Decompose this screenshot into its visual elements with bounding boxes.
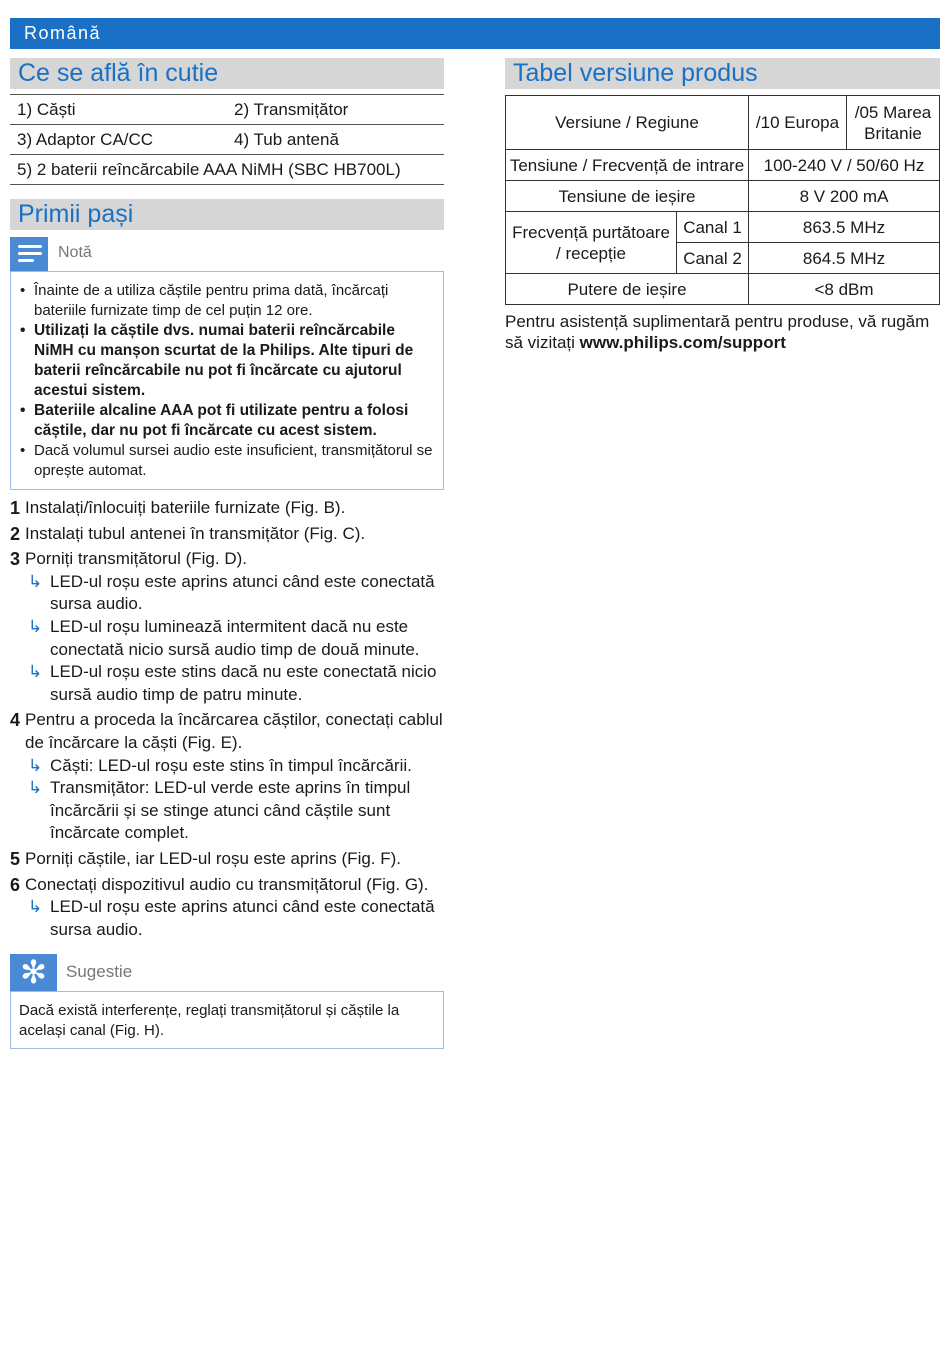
step-result xyxy=(10,661,450,706)
return-arrow-icon: ↳ xyxy=(28,662,43,682)
step-text: Pentru a proceda la încărcarea căștilor, conectați cablul de încărcare la căști (Fig. E). xyxy=(25,710,443,752)
version-table xyxy=(505,95,940,305)
step-text: Instalați/înlocuiți bateriile furnizate (Fig. B). xyxy=(25,498,346,517)
note-label: Notă xyxy=(58,244,92,261)
steps-list xyxy=(10,494,450,941)
table-cell: 864.5 MHz xyxy=(749,243,940,274)
tip-label: Sugestie xyxy=(66,962,133,981)
note-box xyxy=(10,271,444,490)
table-cell: /05 Marea Britanie xyxy=(847,96,940,150)
step-number: 6 xyxy=(10,874,21,895)
step-result xyxy=(10,616,450,661)
table-cell: 863.5 MHz xyxy=(749,212,940,243)
return-arrow-icon: ↳ xyxy=(28,616,43,636)
table-cell: 5) 2 baterii reîncărcabile AAA NiMH (SBC HB700L) xyxy=(10,155,444,185)
return-arrow-icon: ↳ xyxy=(28,755,43,775)
table-cell: 4) Tub antenă xyxy=(227,125,444,155)
first-steps-heading: Primii pași xyxy=(10,199,444,230)
step-text: Porniți căștile, iar LED-ul roșu este aprins (Fig. F). xyxy=(25,848,402,868)
table-row xyxy=(10,95,444,125)
table-row xyxy=(506,150,940,181)
table-row xyxy=(506,96,940,150)
step-result-text: LED-ul roșu este stins dacă nu este conectată nicio sursă audio timp de patru minute. xyxy=(50,662,437,704)
box-contents-heading: Ce se află în cutie xyxy=(10,58,444,89)
table-cell: Tensiune de ieșire xyxy=(506,181,749,212)
step-result-text: Transmițător: LED-ul verde este aprins în timpul încărcării și se stinge atunci când căștile sunt încărcate complet. xyxy=(50,778,411,843)
notes-list xyxy=(19,281,435,481)
table-cell: 2) Transmițător xyxy=(227,95,444,125)
support-link[interactable]: www.philips.com/support xyxy=(579,333,786,352)
table-row xyxy=(10,125,444,155)
step-result-text: LED-ul roșu este aprins atunci când este conectată sursa audio. xyxy=(50,897,435,939)
return-arrow-icon: ↳ xyxy=(28,571,43,591)
language-bar: Română xyxy=(10,18,940,49)
table-cell: Canal 1 xyxy=(677,212,749,243)
table-cell: Frecvență purtătoare / recepție xyxy=(506,212,677,274)
tip-header xyxy=(10,954,444,991)
return-arrow-icon: ↳ xyxy=(28,778,43,798)
version-table-heading: Tabel versiune produs xyxy=(505,58,940,89)
step-result-text: Căști: LED-ul roșu este stins în timpul încărcării. xyxy=(50,755,412,775)
support-sentence: Pentru asistență suplimentară pentru produse, vă rugăm să vizitați xyxy=(505,312,930,352)
step-item xyxy=(10,523,450,546)
table-row xyxy=(506,274,940,305)
note-header xyxy=(10,237,444,271)
note-item: • Dacă volumul sursei audio este insuficient, transmițătorul se oprește automat. xyxy=(19,441,435,481)
table-row xyxy=(506,181,940,212)
step-item xyxy=(10,848,450,871)
asterisk-icon: ✻ xyxy=(10,954,57,991)
box-contents-table xyxy=(10,94,444,185)
return-arrow-icon: ↳ xyxy=(28,897,43,917)
step-number: 2 xyxy=(10,523,21,544)
table-cell: 100-240 V / 50/60 Hz xyxy=(749,150,940,181)
table-cell: /10 Europa xyxy=(749,96,847,150)
support-text xyxy=(505,311,940,353)
table-cell: Versiune / Regiune xyxy=(506,96,749,150)
note-item: • Utilizați la căștile dvs. numai baterii reîncărcabile NiMH cu manșon scurtat de la Philips. Alte tipuri de baterii reîncărcabile nu pot fi încărcate cu ajutorul acestui sistem. xyxy=(19,321,435,401)
step-number: 1 xyxy=(10,498,21,518)
table-row xyxy=(10,155,444,185)
step-number: 4 xyxy=(10,710,21,731)
step-item xyxy=(10,709,450,754)
table-cell: Tensiune / Frecvență de intrare xyxy=(506,150,749,181)
table-cell: Canal 2 xyxy=(677,243,749,274)
step-result-text: LED-ul roșu luminează intermitent dacă nu este conectată nicio sursă audio timp de două minute. xyxy=(50,616,420,659)
note-item: • Înainte de a utiliza căștile pentru prima dată, încărcați bateriile furnizate timp de cel puțin 12 ore. xyxy=(19,281,435,321)
step-item xyxy=(10,548,450,571)
table-cell: 1) Căști xyxy=(10,95,227,125)
step-result xyxy=(10,755,450,778)
tip-box: Dacă există interferențe, reglați transmițătorul și căștile la același canal (Fig. H). xyxy=(10,991,444,1049)
table-row xyxy=(506,212,940,243)
step-item xyxy=(10,874,450,897)
table-cell: Putere de ieșire xyxy=(506,274,749,305)
table-cell: 3) Adaptor CA/CC xyxy=(10,125,227,155)
step-number: 3 xyxy=(10,549,21,570)
note-item: • Bateriile alcaline AAA pot fi utilizate pentru a folosi căștile, dar nu pot fi încărcate cu acest sistem. xyxy=(19,401,435,441)
table-cell: 8 V 200 mA xyxy=(749,181,940,212)
table-cell: <8 dBm xyxy=(749,274,940,305)
step-result xyxy=(10,571,450,616)
step-number: 5 xyxy=(10,848,21,869)
step-item xyxy=(10,497,450,520)
step-result xyxy=(10,777,450,845)
step-result xyxy=(10,896,450,941)
step-text: Porniți transmițătorul (Fig. D). xyxy=(25,549,247,569)
note-lines-icon xyxy=(10,237,48,271)
step-text: Instalați tubul antenei în transmițător (Fig. C). xyxy=(25,523,366,543)
step-result-text: LED-ul roșu este aprins atunci când este conectată sursa audio. xyxy=(50,571,435,614)
step-text: Conectați dispozitivul audio cu transmițătorul (Fig. G). xyxy=(25,874,429,894)
